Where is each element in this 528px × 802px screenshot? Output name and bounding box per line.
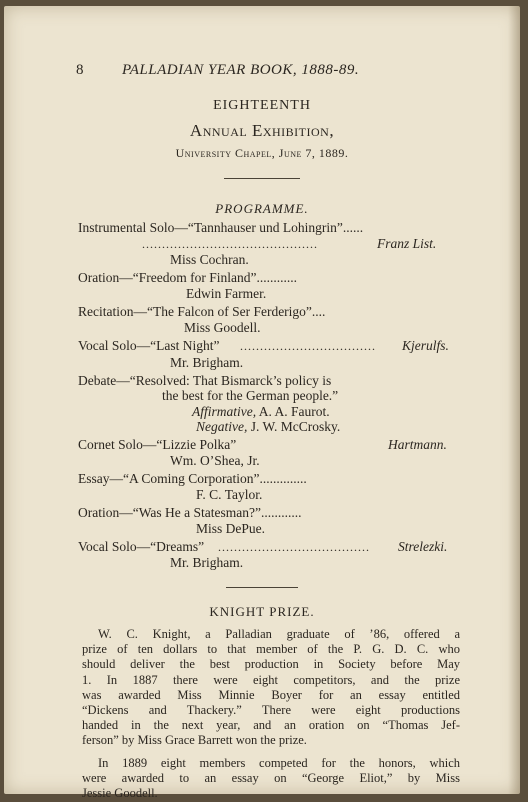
divider-rule (226, 587, 298, 588)
divider-rule (224, 178, 300, 179)
programme-item-title-continued: the best for the German people.” (162, 388, 339, 403)
paragraph-line: “Dickens and Thackery.” There were eight productions (82, 703, 460, 718)
title-venue-date: University Chapel, June 7, 1889. (175, 146, 349, 160)
programme-item-performer: Mr. Brigham. (170, 555, 244, 570)
programme-item-title: Instrumental Solo—“Tannhauser und Lohingrin”...... (78, 220, 364, 235)
programme-item-title: Vocal Solo—“Last Night” (78, 338, 220, 353)
affirmative-label: Affirmative, (192, 404, 257, 419)
title-annual-exhibition: Annual Exhibition, (189, 121, 335, 140)
knight-prize-paragraph (82, 627, 460, 749)
programme-item-performer: Miss Cochran. (170, 252, 249, 267)
programme-item-performer: Miss Goodell. (184, 320, 261, 335)
programme-heading: PROGRAMME. (215, 201, 309, 216)
knight-prize-heading: KNIGHT PRIZE. (209, 604, 315, 619)
programme-item-composer: Strelezki. (398, 539, 448, 554)
paragraph-line: handed in the next year, and an oration on “Thomas Jef- (82, 718, 460, 733)
paragraph-line: In 1889 eight members competed for the honors, which (98, 756, 460, 770)
leader-dots: ............................................ (142, 237, 318, 251)
programme-item-performer: Mr. Brigham. (170, 355, 244, 370)
leader-dots: ...................................... (218, 540, 370, 554)
programme-item-performer: F. C. Taylor. (196, 487, 263, 502)
paragraph-line: 1. In 1887 there were eight competitors, and the prize (82, 672, 460, 687)
running-title: PALLADIAN YEAR BOOK, 1888-89. (122, 62, 360, 78)
programme-item-title: Essay—“A Coming Corporation”.............. (78, 471, 307, 486)
programme-item-title: Vocal Solo—“Dreams” (78, 539, 205, 554)
paragraph-line: prize of ten dollars to that member of the P. G. D. C. who (82, 642, 460, 657)
programme-item-performer: Edwin Farmer. (186, 286, 267, 301)
title-eighteenth: EIGHTEENTH (213, 98, 311, 113)
leader-dots: .................................. (240, 339, 376, 353)
programme-item-title: Cornet Solo—“Lizzie Polka” (78, 437, 237, 452)
negative-label: Negative, (196, 419, 248, 434)
programme-item-composer: Franz List. (377, 236, 437, 251)
affirmative-speaker: A. A. Faurot. (258, 404, 330, 419)
paragraph-line: Jessie Goodell. (82, 786, 158, 801)
paragraph-line: ferson” by Miss Grace Barrett won the prize. (82, 733, 307, 748)
running-head (4, 62, 520, 82)
debate-negative (196, 419, 340, 435)
paragraph-line: W. C. Knight, a Palladian graduate of ’86, offered a (98, 627, 460, 641)
page-number: 8 (76, 62, 84, 78)
paragraph-line: should deliver the best production in Society before May (82, 657, 460, 672)
programme-item-title: Recitation—“The Falcon of Ser Ferderigo”.... (78, 304, 326, 319)
paragraph-line: were awarded to an essay on “George Eliot,” by Miss (82, 771, 460, 786)
programme-item-title: Oration—“Was He a Statesman?”............ (78, 505, 302, 520)
programme-item-performer: Miss DePue. (196, 521, 266, 536)
debate-affirmative (192, 404, 330, 420)
programme-item-title: Oration—“Freedom for Finland”............ (78, 270, 297, 285)
programme-item-composer: Kjerulfs. (402, 338, 449, 353)
book-page (4, 6, 520, 801)
paragraph-line: was awarded Miss Minnie Boyer for an essay entitled (82, 687, 460, 702)
programme-item-title: Debate—“Resolved: That Bismarck’s policy is (78, 373, 332, 388)
knight-prize-paragraph-2 (82, 756, 460, 802)
programme-item-composer: Hartmann. (388, 437, 447, 452)
programme-item-performer: Wm. O’Shea, Jr. (170, 453, 260, 468)
negative-speaker: J. W. McCrosky. (250, 419, 341, 434)
